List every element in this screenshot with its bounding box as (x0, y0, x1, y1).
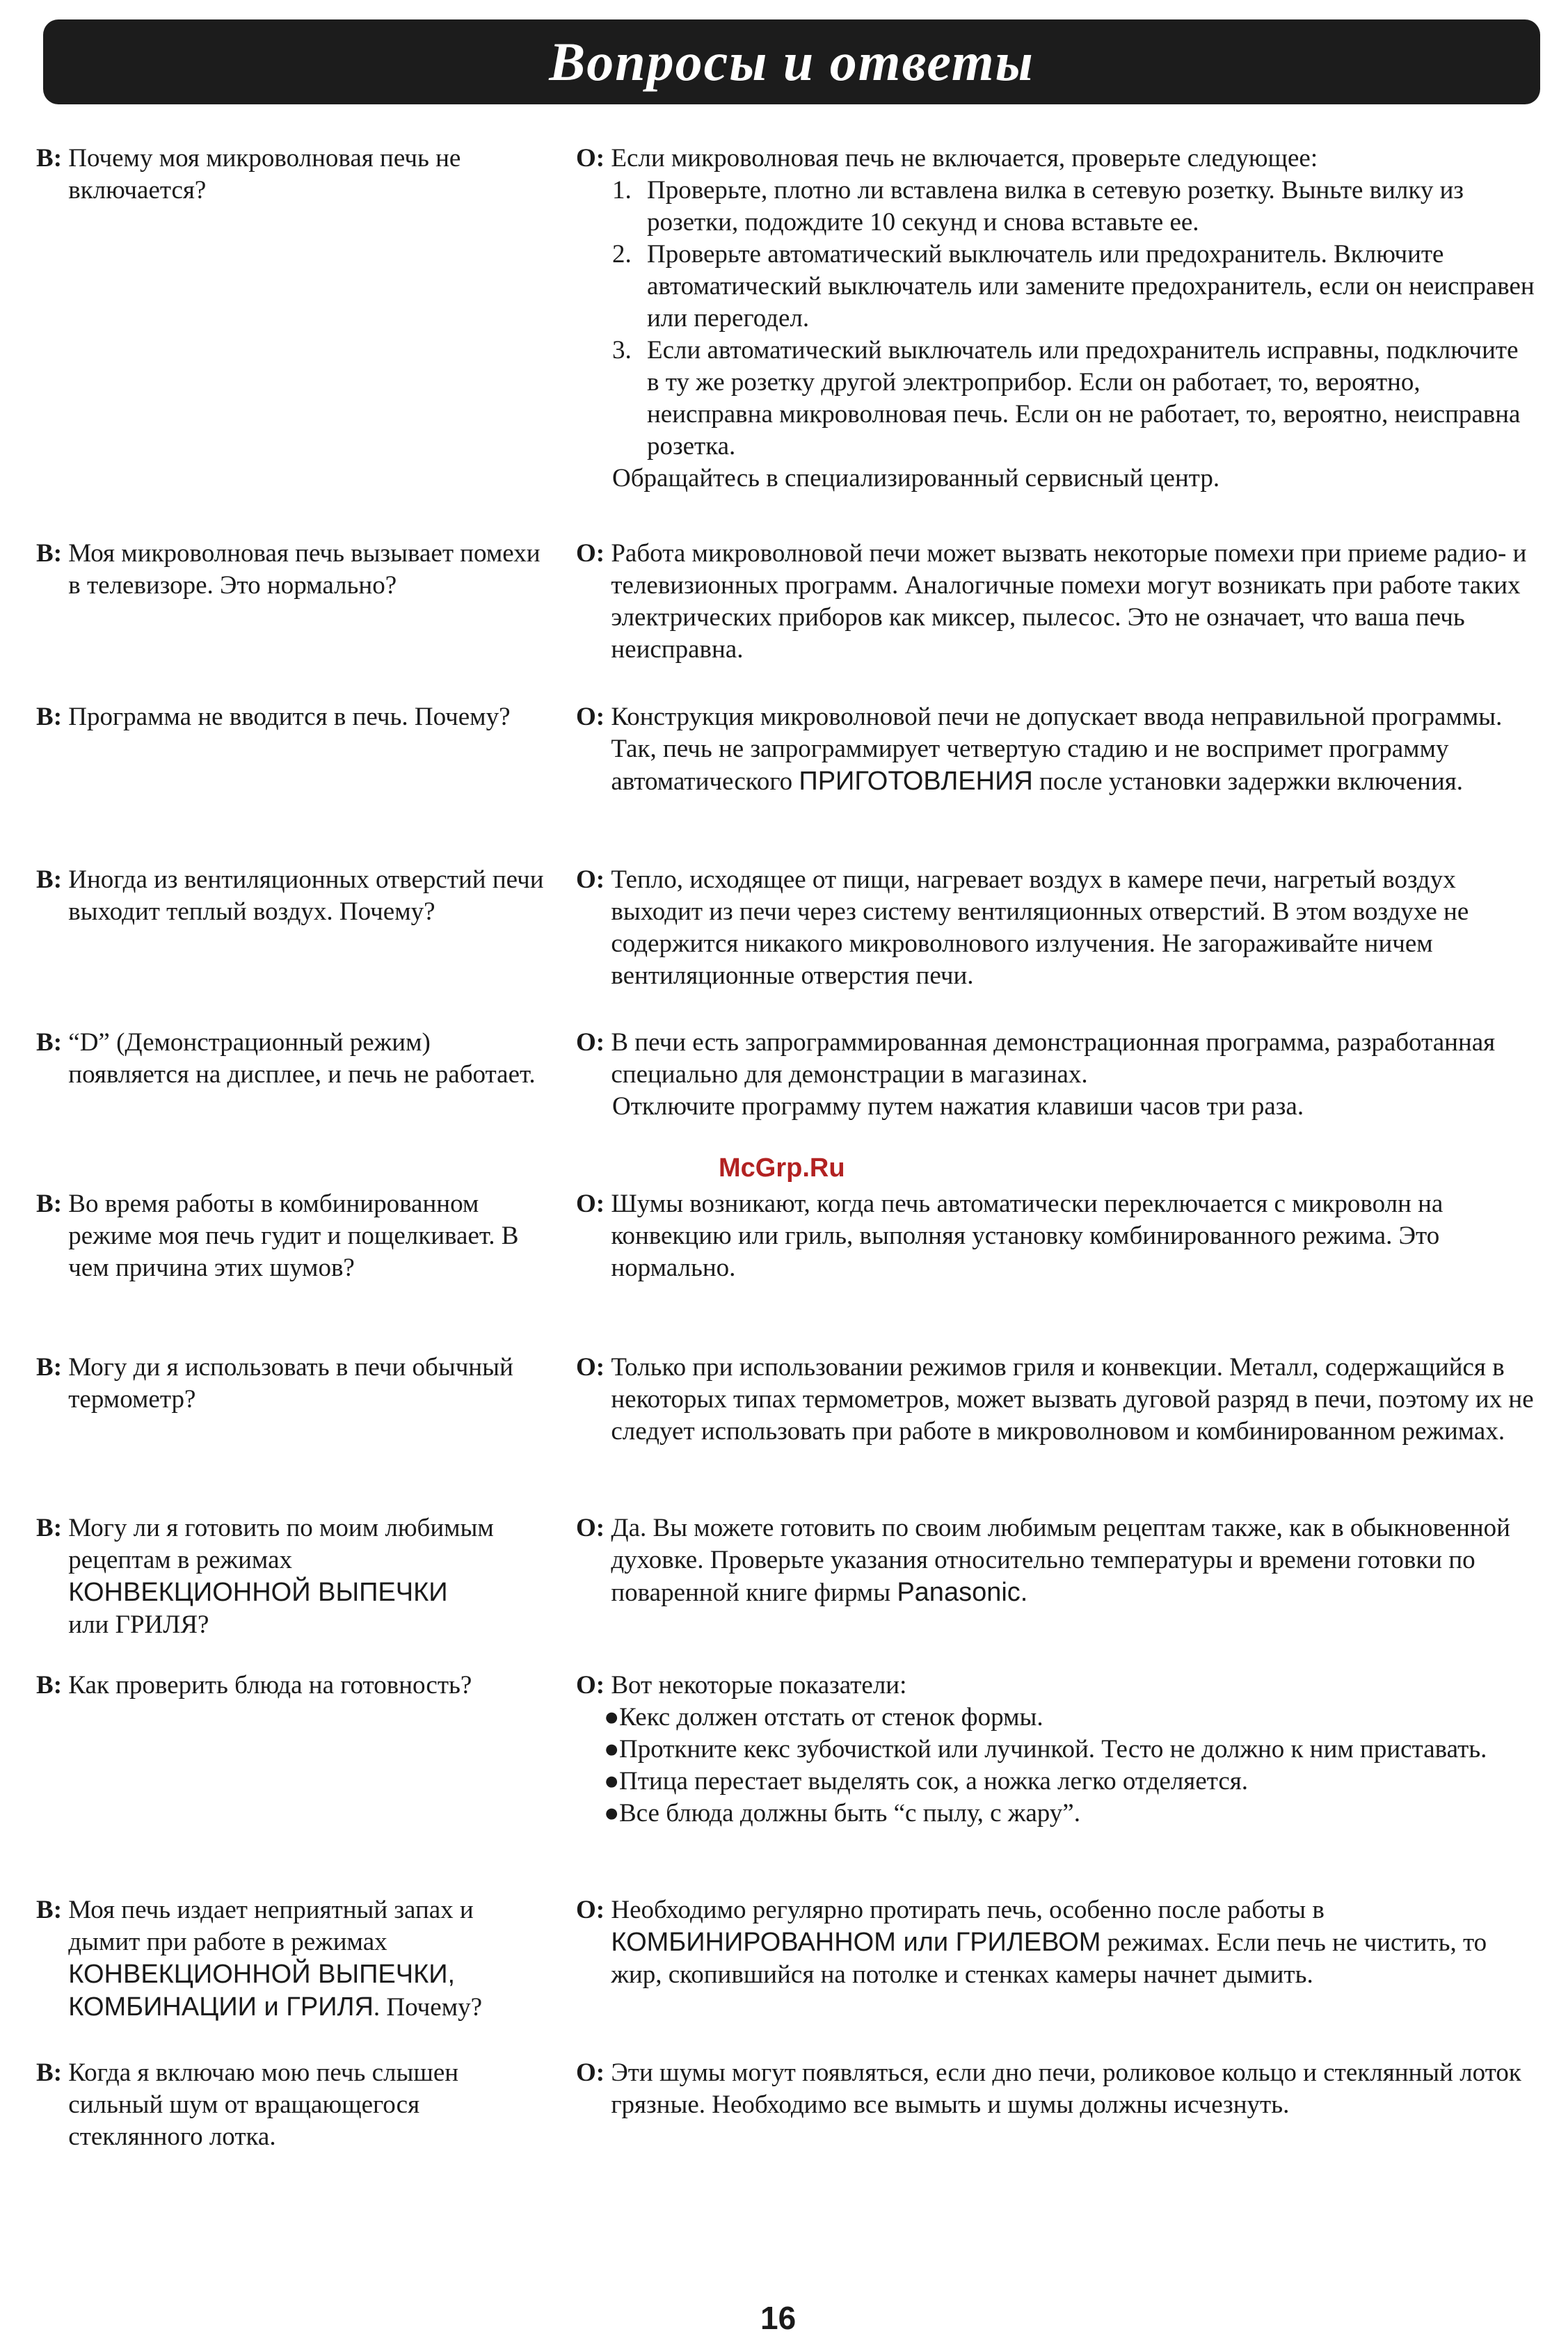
question-marker: В: (36, 1896, 69, 1924)
answer-text: В печи есть запрограммированная демонстрационная программа, разработанная специально для демонстрации в магазинах. (611, 1028, 1496, 1089)
answer-text: Шумы возникают, когда печь автоматически переключается с микроволн на конвекцию или гриль, выполняя установку комбинированного режима. Это нормально. (611, 1190, 1443, 1282)
question-marker: В: (36, 2058, 69, 2087)
question-text: Иногда из вентиляционных отверстий печи выходит теплый воздух. Почему? (68, 865, 544, 926)
page-number: 16 (760, 2300, 797, 2336)
list-item: 1. Проверьте, плотно ли вставлена вилка в сетевую розетку. Выньте вилку из розетки, подождите 10 секунд и снова вставьте ее. (612, 176, 1464, 237)
question-marker: В: (36, 865, 69, 894)
question (36, 1512, 551, 1641)
question-text: Могу ли я готовить по моим любимым рецептам в режимах КОНВЕКЦИОННОЙ ВЫПЕЧКИ или ГРИЛЯ? (68, 1514, 494, 1639)
answer (576, 1512, 1536, 1609)
answer-marker: О: (576, 144, 611, 173)
steps-list (612, 175, 1536, 463)
question (36, 864, 551, 928)
question-marker: В: (36, 703, 69, 731)
question-text: Во время работы в комбинированном режиме моя печь гудит и пощелкивает. В чем причина этих шумов? (68, 1190, 519, 1282)
question (36, 1352, 551, 1416)
question-text: Моя печь издает неприятный запах и дымит при работе в режимах КОНВЕКЦИОННОЙ ВЫПЕЧКИ, КОМБИНАЦИИ и ГРИЛЯ. Почему? (68, 1896, 483, 2022)
bullet-icon: ● (604, 1735, 620, 1764)
answer-marker: О: (576, 1028, 611, 1057)
question (36, 2057, 551, 2153)
list-item: ● Все блюда должны быть “с пылу, с жару”. (604, 1798, 1536, 1830)
answer (576, 143, 1536, 495)
bullet-icon: ● (604, 1799, 620, 1828)
question-marker: В: (36, 1671, 69, 1700)
question-text: Программа не вводится в печь. Почему? (68, 703, 511, 731)
answer-text: Необходимо регулярно протирать печь, особенно после работы в КОМБИНИРОВАННОМ или ГРИЛЕВОМ режимах. Если печь не чистить, то жир, скопившийся на потолке и стенках камеры начнет дымить. (611, 1896, 1487, 1989)
answer-marker: О: (576, 703, 611, 731)
question (36, 701, 551, 733)
answer-text: Эти шумы могут появляться, если дно печи, роликовое кольцо и стеклянный лоток грязные. Необходимо все вымыть и шумы должны исчезнуть. (611, 2058, 1521, 2119)
list-item: 3. Если автоматический выключатель или предохранитель исправны, подключите в ту же розетку другой электроприбор. Если он работает, то, вероятно, неисправна микроволновая печь. Если он не работает, то, вероятно, неисправна розетка. (612, 336, 1521, 461)
question-text: Почему моя микроволновая печь не включается? (68, 144, 461, 205)
bullet-list (604, 1702, 1536, 1830)
answer (576, 538, 1536, 666)
answer (576, 2057, 1536, 2121)
list-item: ● Проткните кекс зубочисткой или лучинкой. Тесто не должно к ним приставать. (604, 1734, 1536, 1766)
question-marker: В: (36, 1190, 69, 1218)
answer-text: Работа микроволновой печи может вызвать некоторые помехи при приеме радио- и телевизионных программ. Аналогичные помехи могут возникать при работе таких электрических приборов как миксер, пылесос. Это не означает, что ваша печь неисправна. (611, 539, 1527, 664)
answer (576, 864, 1536, 992)
question-marker: В: (36, 1028, 69, 1057)
answer-text: Если микроволновая печь не включается, проверьте следующее: (611, 144, 1318, 173)
answer (576, 1670, 1536, 1830)
question-text: Когда я включаю мою печь слышен сильный шум от вращающегося стеклянного лотка. (68, 2058, 459, 2151)
answer-note: Обращайтесь в специализированный сервисный центр. (612, 464, 1220, 493)
question-marker: В: (36, 539, 69, 568)
list-item: ● Птица перестает выделять сок, а ножка легко отделяется. (604, 1766, 1536, 1798)
answer-text: Конструкция микроволновой печи не допускает ввода неправильной программы. Так, печь не запрограммирует четвертую стадию и не воспримет программу автоматического ПРИГОТОВЛЕНИЯ после установки задержки включения. (611, 703, 1503, 796)
answer-text: Только при использовании режимов гриля и конвекции. Металл, содержащийся в некоторых типах термометров, может вызвать дуговой разряд в печи, поэтому их не следует использовать при работе в микроволновом и комбинированном режимах. (611, 1353, 1534, 1446)
bullet-icon: ● (604, 1767, 620, 1796)
answer-text: Тепло, исходящее от пищи, нагревает воздух в камере печи, нагретый воздух выходит из печи через систему вентиляционных отверстий. В этом воздухе не содержится никакого микроволнового излучения. Не загораживайте ничем вентиляционные отверстия печи. (611, 865, 1469, 990)
question (36, 143, 551, 207)
question (36, 1188, 551, 1284)
question-marker: В: (36, 1514, 69, 1542)
brand-name: Panasonic. (897, 1578, 1028, 1607)
answer (576, 1188, 1536, 1284)
watermark: McGrp.Ru (719, 1153, 845, 1183)
question-text: Моя микроволновая печь вызывает помехи в телевизоре. Это нормально? (68, 539, 541, 600)
list-item: 2. Проверьте автоматический выключатель или предохранитель. Включите автоматический выключатель или замените предохранитель, если он неисправен или перегодел. (612, 240, 1535, 333)
answer-marker: О: (576, 2058, 611, 2087)
answer-marker: О: (576, 1896, 611, 1924)
question-marker: В: (36, 1353, 69, 1382)
question-text: Как проверить блюда на готовность? (68, 1671, 472, 1700)
question (36, 538, 551, 602)
answer-note: Отключите программу путем нажатия клавиши часов три раза. (612, 1092, 1304, 1121)
question-marker: В: (36, 144, 69, 173)
question (36, 1670, 551, 1702)
question (36, 1894, 551, 2024)
answer (576, 1027, 1536, 1123)
list-item: ● Кекс должен отстать от стенок формы. (604, 1702, 1536, 1734)
bullet-icon: ● (604, 1703, 620, 1732)
answer-marker: О: (576, 865, 611, 894)
question (36, 1027, 551, 1091)
answer-marker: О: (576, 1353, 611, 1382)
answer (576, 1352, 1536, 1448)
answer-marker: О: (576, 1514, 611, 1542)
answer-text: Да. Вы можете готовить по своим любимым рецептам также, как в обыкновенной духовке. Проверьте указания относительно температуры и времени готовки по поваренной книге фирмы Panasonic. (611, 1514, 1510, 1607)
page-title: Вопросы и ответы (549, 31, 1034, 92)
question-text: “D” (Демонстрационный режим) появляется на дисплее, и печь не работает. (68, 1028, 536, 1089)
question-text: Могу ди я использовать в печи обычный термометр? (68, 1353, 513, 1414)
title-banner (43, 19, 1540, 104)
answer-text: Вот некоторые показатели: (611, 1671, 907, 1700)
answer-marker: О: (576, 1190, 611, 1218)
answer-marker: О: (576, 539, 611, 568)
answer (576, 701, 1536, 798)
answer-marker: О: (576, 1671, 611, 1700)
answer (576, 1894, 1536, 1991)
